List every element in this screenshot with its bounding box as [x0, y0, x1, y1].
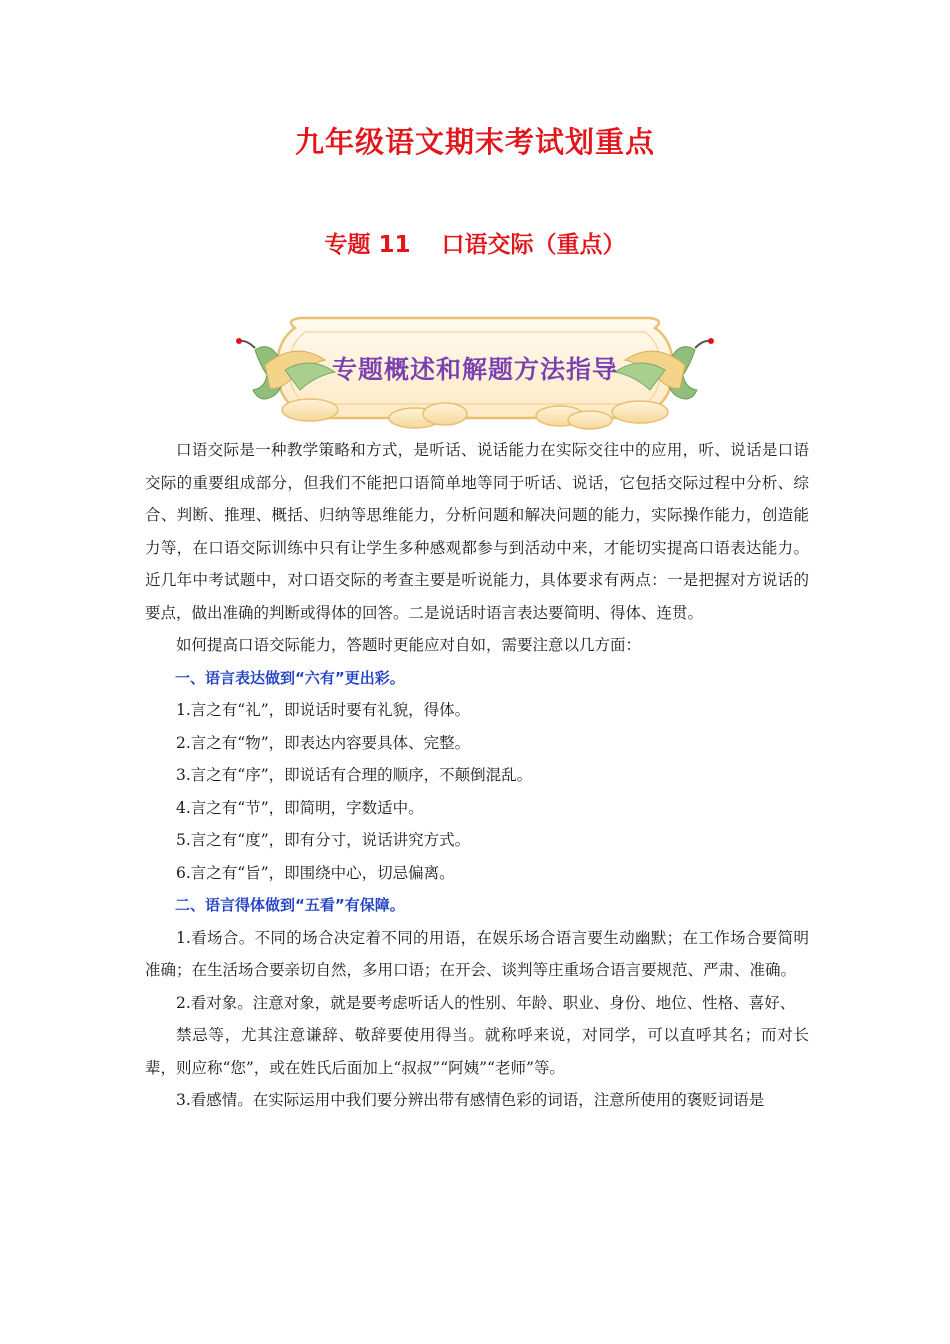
list-item: 3.言之有“序”，即说话有合理的顺序，不颠倒混乱。 [176, 766, 533, 784]
list-item: 禁忌等，尤其注意谦辞、敬辞要使用得当。就称呼来说，对同学，可以直呼其名；而对长辈，则应称“您”，或在姓氏后面加上“叔叔”“阿姨”“老师”等。 [145, 1026, 809, 1077]
list-item: 6.言之有“旨”，即围绕中心，切忌偏离。 [176, 863, 455, 882]
intro-paragraph: 口语交际是一种教学策略和方式，是听话、说话能力在实际交往中的应用，听、说话是口语交际的重要组成部分，但我们不能把口语简单地等同于听话、说话，它包括交际过程中分析、综合、判断、推理、概括、归纳等思维能力，分析问题和解决问题的能力，实际操作能力，创造能力等，在口语交际训练中只有让学生多种感观都参与到活动中来，才能切实提高口语表达能力。近几年中考试题中，对口语交际的考查主要是听说能力，具体要求有两点：一是把握对方说话的要点，做出准确的判断或得体的回答。二是说话时语言表达要简明、得体、连贯。 [145, 441, 809, 622]
list-item: 1.言之有“礼”，即说话时要有礼貌，得体。 [176, 701, 471, 719]
document-body [145, 434, 809, 1117]
intro-paragraph-2: 如何提高口语交际能力，答题时更能应对自如，需要注意以几方面： [176, 636, 642, 654]
list-item: 3.看感情。在实际运用中我们要分辨出带有感情色彩的词语，注意所使用的褒贬词语是 [176, 1091, 765, 1109]
main-title: 九年级语文期末考试划重点 [294, 125, 655, 159]
list-item: 4.言之有“节”，即简明，字数适中。 [176, 798, 424, 817]
banner-title: 专题概述和解题方法指导 [331, 355, 618, 384]
section-banner [225, 310, 725, 430]
list-item: 2.言之有“物”，即表达内容要具体、完整。 [176, 733, 471, 752]
section-heading-1: 一、语言表达做到“六有”更出彩。 [175, 668, 405, 687]
section-heading-2: 二、语言得体做到“五看”有保障。 [175, 896, 405, 914]
list-item: 2.看对象。注意对象，就是要考虑听话人的性别、年龄、职业、身份、地位、性格、喜好、 [176, 993, 796, 1012]
list-item: 5.言之有“度”，即有分寸，说话讲究方式。 [176, 831, 471, 849]
sub-title: 专题 11 口语交际（重点） [324, 232, 626, 258]
list-item: 1.看场合。不同的场合决定着不同的用语，在娱乐场合语言要生动幽默；在工作场合要简明准确；在生活场合要亲切自然，多用口语；在开会、谈判等庄重场合语言要规范、严肃、准确。 [145, 928, 809, 979]
